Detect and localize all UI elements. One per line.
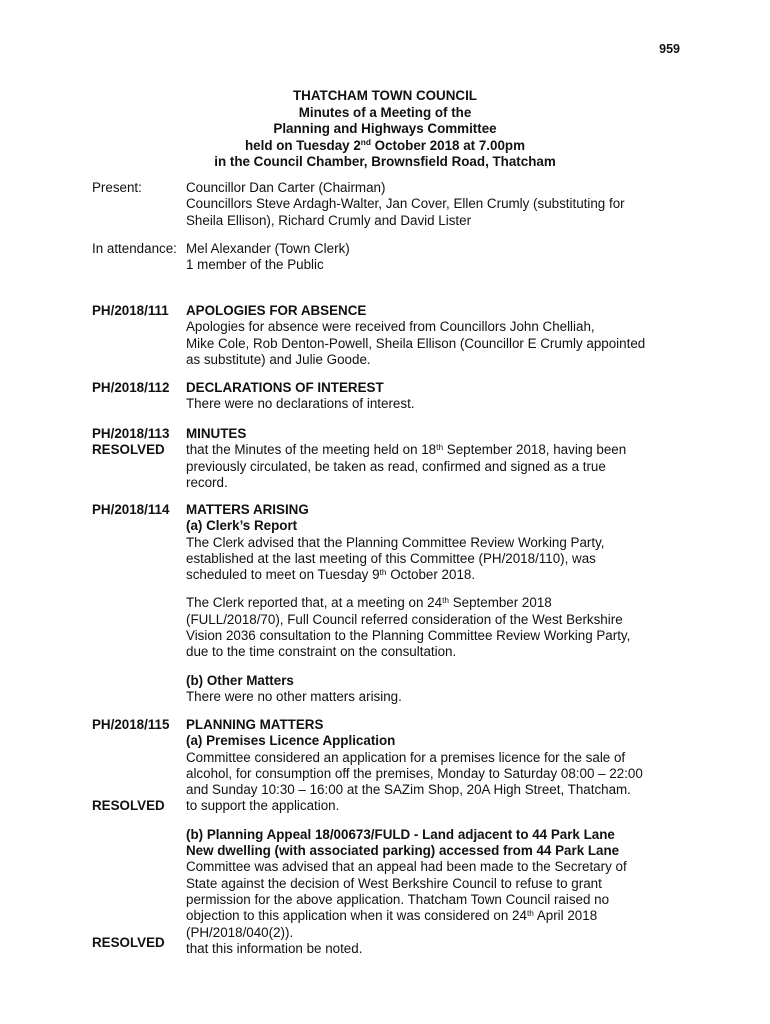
text-line: Councillors Steve Ardagh-Walter, Jan Cover, Ellen Crumly (substituting for (186, 196, 625, 212)
text-line: There were no declarations of interest. (186, 396, 415, 412)
resolved-label: RESOLVED (92, 442, 165, 458)
text-line: Committee was advised that an appeal had been made to the Secretary of (186, 859, 627, 875)
text-line: Mike Cole, Rob Denton-Powell, Sheila Ellison (Councillor E Crumly appointed (186, 335, 646, 351)
text-line: and Sunday 10:30 – 16:00 at the SAZim Shop, 20A High Street, Thatcham. (186, 782, 631, 798)
text-line: due to the time constraint on the consultation. (186, 644, 457, 660)
present-label: Present: (92, 180, 142, 195)
text-line: Vision 2036 consultation to the Planning Committee Review Working Party, (186, 628, 631, 644)
page-number: 959 (659, 42, 680, 56)
council-name: THATCHAM TOWN COUNCIL (293, 88, 477, 103)
item-title: MINUTES (186, 426, 247, 441)
text-line: permission for the above application. Thatcham Town Council raised no (186, 891, 610, 907)
item-planning-matters (92, 717, 692, 957)
item-matters-arising (92, 502, 692, 705)
text-line: established at the last meeting of this Committee (PH/2018/110), was (186, 550, 596, 566)
subheading: New dwelling (with associated parking) accessed from 44 Park Lane (186, 843, 620, 859)
text-line: record. (186, 474, 228, 490)
text-line: Committee considered an application for a premises licence for the sale of (186, 749, 626, 765)
item-title: PLANNING MATTERS (186, 717, 324, 732)
text-line: There were no other matters arising. (186, 688, 402, 704)
meeting-date: held on Tuesday 2nd October 2018 at 7.00pm (244, 137, 526, 153)
text-line: Councillor Dan Carter (Chairman) (186, 180, 386, 195)
subheading: (b) Other Matters (186, 672, 294, 688)
text-line: previously circulated, be taken as read, confirmed and signed as a true (186, 458, 606, 474)
item-title: APOLOGIES FOR ABSENCE (186, 303, 367, 318)
item-ref: PH/2018/114 (92, 502, 170, 517)
present-section (92, 180, 692, 229)
text-line: (FULL/2018/70), Full Council referred consideration of the West Berkshire (186, 611, 623, 627)
text-line: objection to this application when it was considered on 24th April 2018 (186, 907, 598, 924)
item-title: MATTERS ARISING (186, 502, 309, 517)
document-header (90, 88, 680, 171)
attendance-section (92, 241, 692, 274)
text-line: scheduled to meet on Tuesday 9th October 2018. (186, 566, 476, 583)
meeting-venue: in the Council Chamber, Brownsfield Road, Thatcham (214, 154, 556, 170)
committee-name: Planning and Highways Committee (273, 121, 497, 137)
item-minutes (92, 426, 692, 491)
text-line: Sheila Ellison), Richard Crumly and David Lister (186, 212, 472, 228)
text-line: (PH/2018/040(2)). (186, 924, 294, 940)
item-ref: PH/2018/115 (92, 717, 170, 732)
text-line: The Clerk reported that, at a meeting on 24th September 2018 (186, 594, 552, 611)
text-line: 1 member of the Public (186, 257, 324, 273)
subheading: (a) Clerk’s Report (186, 518, 298, 534)
item-ref: PH/2018/111 (92, 303, 169, 318)
text-line: that the Minutes of the meeting held on 18th September 2018, having been (186, 441, 627, 458)
item-declarations (92, 380, 692, 413)
attendance-label: In attendance: (92, 241, 177, 256)
minutes-title: Minutes of a Meeting of the (298, 104, 472, 120)
text-line: as substitute) and Julie Goode. (186, 351, 371, 367)
subheading: (a) Premises Licence Application (186, 733, 396, 749)
item-ref: PH/2018/113 (92, 426, 170, 441)
resolved-label: RESOLVED (92, 798, 165, 813)
text-line: Apologies for absence were received from Councillors John Chelliah, (186, 319, 595, 335)
text-line: The Clerk advised that the Planning Committee Review Working Party, (186, 534, 605, 550)
text-line: alcohol, for consumption off the premises, Monday to Saturday 08:00 – 22:00 (186, 765, 643, 781)
subheading: (b) Planning Appeal 18/00673/FULD - Land adjacent to 44 Park Lane (186, 826, 615, 842)
text-line: that this information be noted. (186, 940, 363, 956)
text-line: to support the application. (186, 798, 340, 814)
item-title: DECLARATIONS OF INTEREST (186, 380, 384, 395)
text-line: State against the decision of West Berkshire Council to refuse to grant (186, 875, 602, 891)
resolved-label: RESOLVED (92, 935, 165, 950)
item-ref: PH/2018/112 (92, 380, 170, 395)
item-apologies (92, 303, 692, 368)
text-line: Mel Alexander (Town Clerk) (186, 241, 350, 256)
